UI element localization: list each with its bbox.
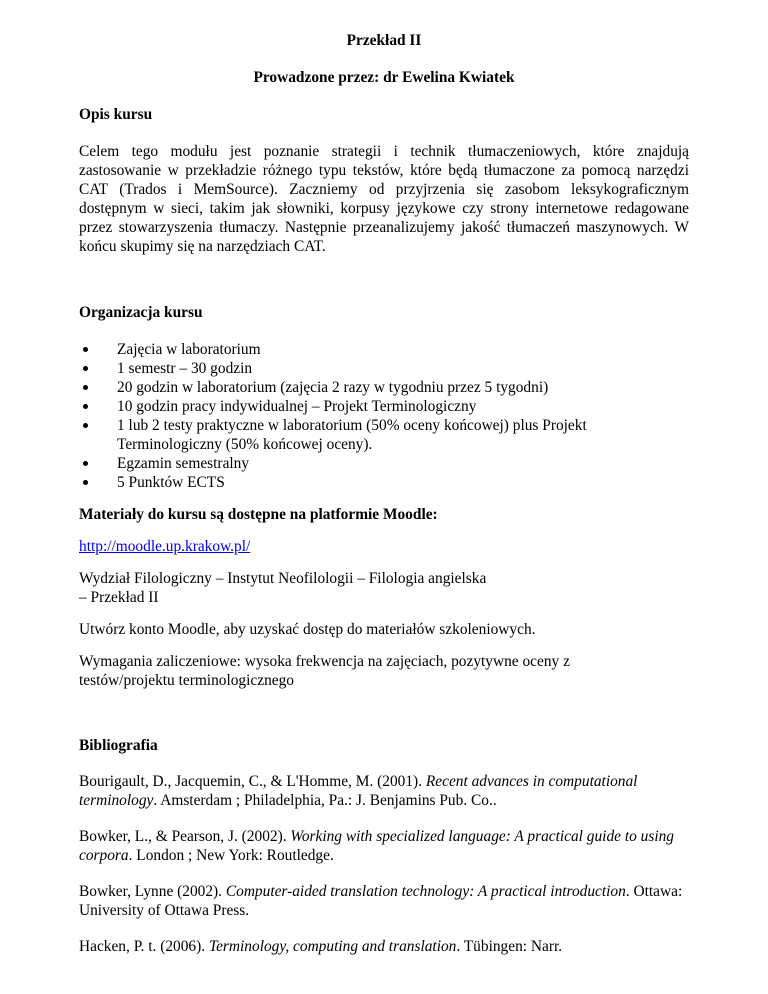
list-item: 1 lub 2 testy praktyczne w laboratorium (50% oceny końcowej) plus Projekt Terminologiczny (50% końcowej oceny).	[79, 416, 689, 454]
bibliography-heading: Bibliografia	[79, 737, 158, 754]
list-item: 20 godzin w laboratorium (zajęcia 2 razy w tygodniu przez 5 tygodni)	[79, 378, 689, 397]
list-item: Bourigault, D., Jacquemin, C., & L'Homme, M. (2001). Recent advances in computational terminology. Amsterdam ; Philadelphia, Pa.: J. Benjamins Pub. Co..	[79, 773, 638, 809]
bullet-icon	[83, 366, 88, 371]
list-item: 1 semestr – 30 godzin	[79, 359, 689, 378]
list-item: Bowker, Lynne (2002). Computer-aided translation technology: A practical introduction. Ottawa: University of Ottawa Press.	[79, 883, 683, 919]
bibliography-list	[79, 772, 689, 956]
document-page	[79, 31, 689, 956]
bullet-icon	[83, 347, 88, 352]
description-text: Celem tego modułu jest poznanie strategii i technik tłumaczeniowych, które znajdują zastosowanie w przekładzie różnego typu tekstów, które będą tłumaczone za pomocą narzędzi CAT (Trados i MemSource). Zaczniemy od przyjrzenia się zasobom leksykograficznym dostępnym w sieci, takim jak słowniki, korpusy językowe czy strony internetowe redagowane przez stowarzyszenia tłumaczy. Następnie przeanalizujemy jakość tłumaczeń maszynowych. W końcu skupimy się na narzędziach CAT.	[79, 143, 689, 255]
bullet-icon	[83, 404, 88, 409]
requirements-note: Wymagania zaliczeniowe: wysoka frekwencja na zajęciach, pozytywne oceny z testów/projektu terminologicznego	[79, 653, 570, 689]
bullet-icon	[83, 385, 88, 390]
list-item: Hacken, P. t. (2006). Terminology, computing and translation. Tübingen: Narr.	[79, 938, 563, 955]
description-heading: Opis kursu	[79, 106, 153, 123]
bullet-icon	[83, 423, 88, 428]
moodle-path: Wydział Filologiczny – Instytut Neofilologii – Filologia angielska – Przekład II	[79, 570, 487, 606]
course-instructor: Prowadzone przez: dr Ewelina Kwiatek	[253, 69, 515, 86]
list-item: 10 godzin pracy indywidualnej – Projekt Terminologiczny	[79, 397, 689, 416]
list-item: 5 Punktów ECTS	[79, 473, 689, 492]
bullet-icon	[83, 480, 88, 485]
account-note: Utwórz konto Moodle, aby uzyskać dostęp do materiałów szkoleniowych.	[79, 621, 536, 638]
organization-list	[79, 340, 689, 492]
list-item: Bowker, L., & Pearson, J. (2002). Working with specialized language: A practical guide to using corpora. London ; New York: Routledge.	[79, 828, 675, 864]
materials-heading: Materiały do kursu są dostępne na platformie Moodle:	[79, 506, 438, 523]
organization-heading: Organizacja kursu	[79, 304, 203, 321]
bullet-icon	[83, 461, 88, 466]
course-title: Przekład II	[346, 32, 422, 49]
list-item: Zajęcia w laboratorium	[79, 340, 689, 359]
list-item: Egzamin semestralny	[79, 454, 689, 473]
moodle-link[interactable]: http://moodle.up.krakow.pl/	[79, 538, 251, 555]
